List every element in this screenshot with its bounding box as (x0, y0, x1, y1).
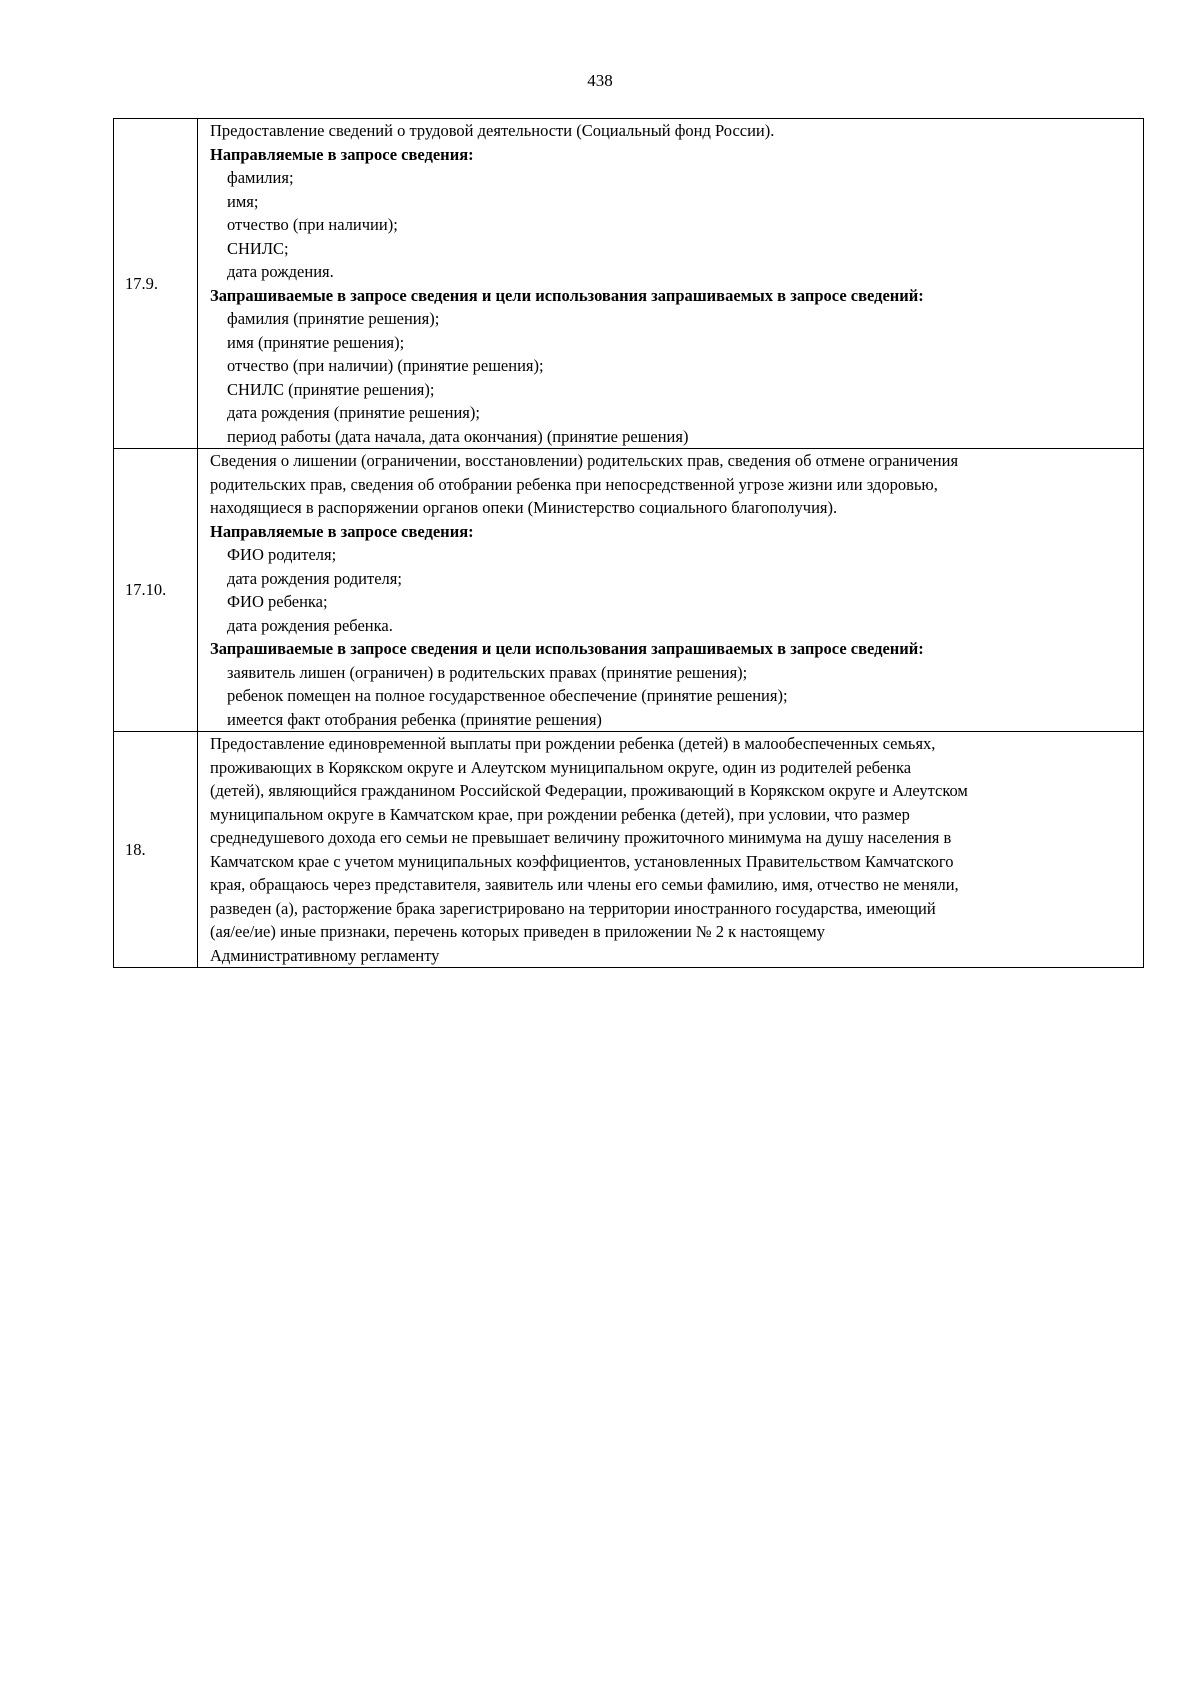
paragraph-line: (ая/ее/ие) иные признаки, перечень которых приведен в приложении № 2 к настоящему (210, 922, 825, 941)
list-item: дата рождения (принятие решения); (227, 403, 480, 422)
list-item: дата рождения родителя; (227, 568, 402, 588)
paragraph-line: муниципальном округе в Камчатском крае, при рождении ребенка (детей), при условии, что размер (210, 804, 910, 824)
paragraph-line: Камчатском крае с учетом муниципальных коэффициентов, установленных Правительством Камчатского (210, 851, 954, 871)
list-item: СНИЛС; (227, 238, 289, 258)
paragraph-line: Предоставление сведений о трудовой деятельности (Социальный фонд России). (210, 121, 775, 140)
paragraph-line: проживающих в Корякском округе и Алеутском муниципальном округе, один из родителей ребенка (210, 757, 912, 777)
table-row (114, 449, 1144, 732)
table-row (114, 119, 1144, 449)
paragraph-line: родительских прав, сведения об отобрании ребенка при непосредственной угрозе жизни или здоровью, (210, 474, 938, 494)
row-content (198, 119, 1144, 449)
list-item: СНИЛС (принятие решения); (227, 379, 435, 399)
paragraph-line: Административному регламенту (210, 945, 440, 965)
list-item: период работы (дата начала, дата окончания) (принятие решения) (227, 426, 689, 446)
row-number: 17.10. (114, 449, 198, 732)
list-item: отчество (при наличии); (227, 215, 398, 234)
list-item: имеется факт отобрания ребенка (принятие решения) (227, 709, 602, 729)
list-item: дата рождения ребенка. (227, 615, 393, 635)
row-content (198, 732, 1144, 968)
paragraph-line: края, обращаюсь через представителя, заявитель или члены его семьи фамилию, имя, отчество не меняли, (210, 875, 959, 894)
paragraph-line: среднедушевого дохода его семьи не превышает величину прожиточного минимума на душу населения в (210, 828, 952, 847)
row-number: 17.9. (114, 119, 198, 449)
section-heading: Запрашиваемые в запросе сведения и цели использования запрашиваемых в запросе сведений: (210, 639, 924, 658)
section-heading: Направляемые в запросе сведения: (210, 144, 474, 164)
row-content (198, 449, 1144, 732)
list-item: фамилия (принятие решения); (227, 309, 440, 328)
list-item: имя (принятие решения); (227, 332, 405, 352)
row-number: 18. (114, 732, 198, 968)
services-table (113, 118, 1144, 968)
paragraph-line: находящиеся в распоряжении органов опеки (Министерство социального благополучия). (210, 498, 838, 517)
list-item: заявитель лишен (ограничен) в родительских правах (принятие решения); (227, 662, 748, 682)
paragraph-line: Сведения о лишении (ограничении, восстановлении) родительских прав, сведения об отмене ограничения (210, 451, 959, 470)
paragraph-line: (детей), являющийся гражданином Российской Федерации, проживающий в Корякском округе и Алеутском (210, 781, 968, 800)
list-item: дата рождения. (227, 262, 334, 281)
page-number: 438 (587, 71, 613, 90)
list-item: ФИО ребенка; (227, 592, 328, 611)
list-item: фамилия; (227, 168, 294, 187)
paragraph-line: Предоставление единовременной выплаты при рождении ребенка (детей) в малообеспеченных семьях, (210, 734, 936, 753)
list-item: отчество (при наличии) (принятие решения); (227, 356, 544, 375)
list-item: имя; (227, 191, 259, 211)
services-table-body (114, 119, 1144, 968)
list-item: ребенок помещен на полное государственное обеспечение (принятие решения); (227, 686, 788, 705)
section-heading: Направляемые в запросе сведения: (210, 521, 474, 541)
paragraph-line: разведен (а), расторжение брака зарегистрировано на территории иностранного государства, имеющий (210, 898, 936, 918)
section-heading: Запрашиваемые в запросе сведения и цели использования запрашиваемых в запросе сведений: (210, 285, 924, 305)
list-item: ФИО родителя; (227, 545, 337, 564)
table-row (114, 732, 1144, 968)
